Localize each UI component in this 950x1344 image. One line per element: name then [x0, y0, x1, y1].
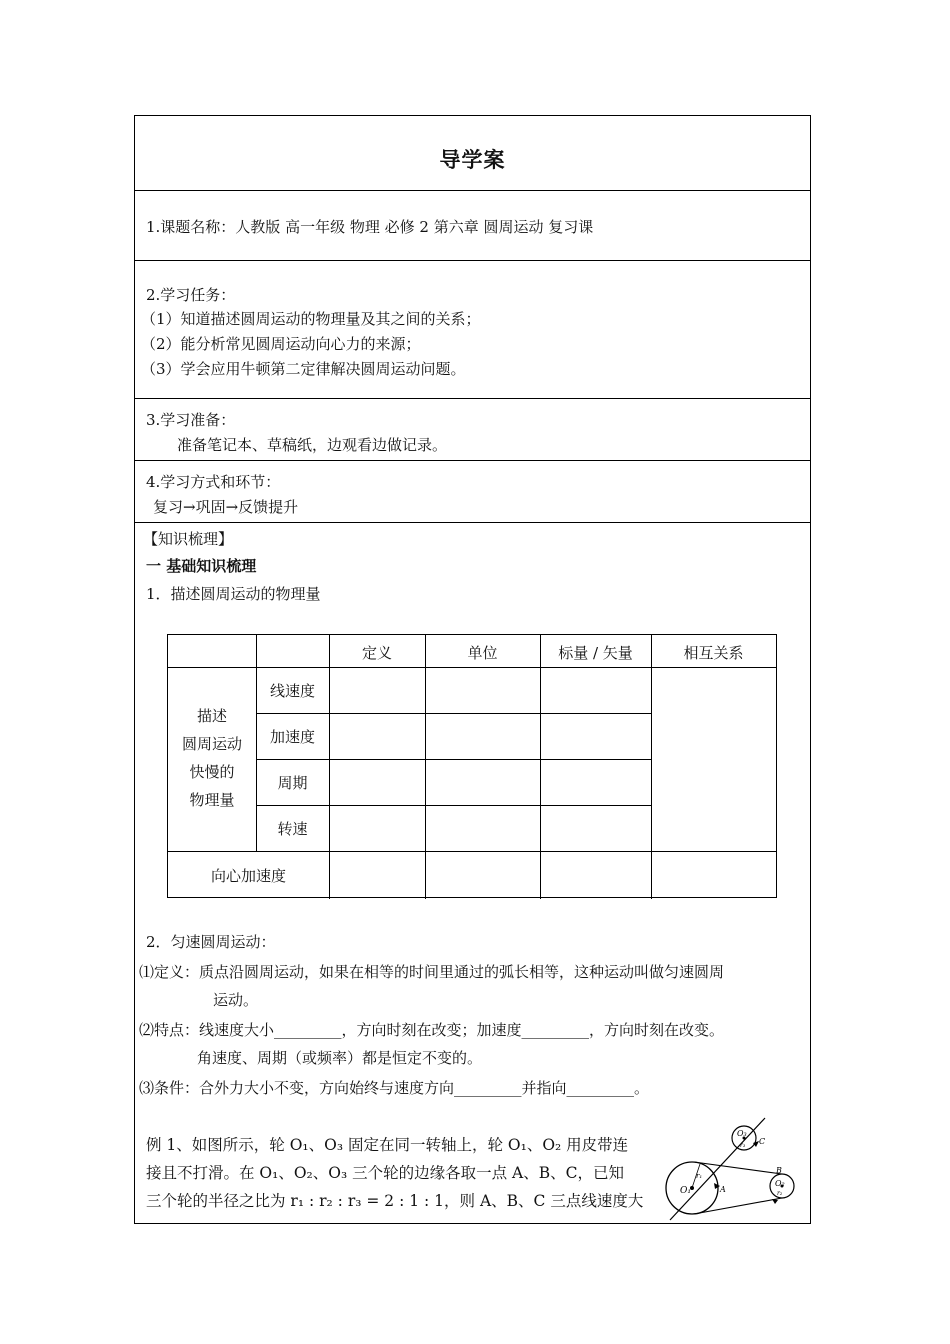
sub-heading: 1．描述圆周运动的物理量: [146, 585, 321, 603]
shaft-line: [670, 1118, 765, 1220]
row-label: 加速度: [269, 728, 315, 746]
knowledge-bracket: 【知识梳理】: [143, 530, 234, 548]
course-name: 1.课题名称：人教版 高一年级 物理 必修 2 第六章 圆周运动 复习课: [146, 218, 594, 236]
quantities-table: [167, 634, 777, 898]
label-r3: r₃: [740, 1142, 746, 1149]
table-grid-line: [256, 713, 651, 714]
group-label-line: 物理量: [189, 791, 235, 809]
method-body: 复习→巩固→反馈提升: [153, 498, 299, 516]
table-header: 定义: [361, 644, 392, 662]
row-label: 线速度: [269, 682, 315, 700]
label-o1: O₁: [680, 1186, 691, 1196]
example-line: 接且不打滑。在 O₁、O₂、O₃ 三个轮的边缘各取一点 A、B、C，已知: [146, 1164, 624, 1182]
prep-heading: 3.学习准备：: [146, 411, 236, 429]
uniform-features-cont: 角速度、周期（或频率）都是恒定不变的。: [197, 1049, 483, 1067]
divider: [135, 260, 810, 261]
label-b: B: [776, 1166, 782, 1175]
belt-bottom: [694, 1198, 782, 1214]
label-r2: r₂: [777, 1190, 783, 1197]
group-label-line: 描述: [196, 707, 227, 725]
label-a: A: [720, 1185, 726, 1194]
table-header: 单位: [467, 644, 498, 662]
divider: [135, 398, 810, 399]
divider: [135, 190, 810, 191]
row-label: 向心加速度: [210, 867, 286, 885]
pulley-diagram: [660, 1116, 800, 1226]
divider: [135, 522, 810, 523]
label-r1: r₁: [696, 1172, 703, 1180]
belt-top: [694, 1162, 782, 1174]
prep-body: 准备笔记本、草稿纸，边观看边做记录。: [177, 436, 448, 454]
uniform-definition-cont: 运动。: [213, 991, 259, 1009]
worksheet-frame: [134, 115, 811, 1224]
table-grid-line: [168, 667, 776, 668]
table-grid-line: [540, 635, 541, 899]
table-grid-line: [329, 635, 330, 899]
row-label: 周期: [277, 774, 308, 792]
page-title: 导学案: [439, 147, 506, 172]
arrow-b: [772, 1199, 778, 1204]
uniform-definition: ⑴定义：质点沿圆周运动，如果在相等的时间里通过的弧长相等，这种运动叫做匀速圆周: [139, 963, 725, 981]
table-header: 相互关系: [683, 644, 744, 662]
example-line: 例 1、如图所示，轮 O₁、O₃ 固定在同一转轴上，轮 O₁、O₂ 用皮带连: [146, 1136, 629, 1154]
part-heading: 一 基础知识梳理: [146, 557, 257, 575]
uniform-condition: ⑶条件：合外力大小不变，方向始终与速度方向_________并指向_________。: [139, 1079, 650, 1097]
uniform-heading: 2．匀速圆周运动：: [146, 933, 276, 951]
task-item: （2）能分析常见圆周运动向心力的来源；: [141, 335, 421, 353]
table-grid-line: [256, 759, 651, 760]
table-grid-line: [425, 635, 426, 899]
example-line: 三个轮的半径之比为 r₁ : r₂ : r₃ = 2 : 1 : 1，则 A、B、C 三点线速度大: [146, 1192, 644, 1210]
tasks-heading: 2.学习任务：: [146, 286, 236, 304]
label-o3: O₃: [737, 1129, 747, 1138]
label-o2: O₂: [775, 1179, 785, 1188]
label-c: C: [759, 1137, 766, 1146]
row-label: 转速: [277, 820, 308, 838]
task-item: （1）知道描述圆周运动的物理量及其之间的关系；: [141, 310, 481, 328]
group-label-line: 快慢的: [189, 763, 235, 781]
divider: [135, 460, 810, 461]
table-grid-line: [651, 635, 652, 899]
table-grid-line: [168, 851, 776, 852]
task-item: （3）学会应用牛顿第二定律解决圆周运动问题。: [141, 360, 466, 378]
group-label-line: 圆周运动: [181, 735, 242, 753]
method-heading: 4.学习方式和环节：: [146, 473, 281, 491]
table-header: 标量 / 矢量: [558, 644, 633, 662]
uniform-features: ⑵特点：线速度大小_________，方向时刻在改变；加速度_________，方向时刻在改变。: [139, 1021, 725, 1039]
table-grid-line: [256, 805, 651, 806]
